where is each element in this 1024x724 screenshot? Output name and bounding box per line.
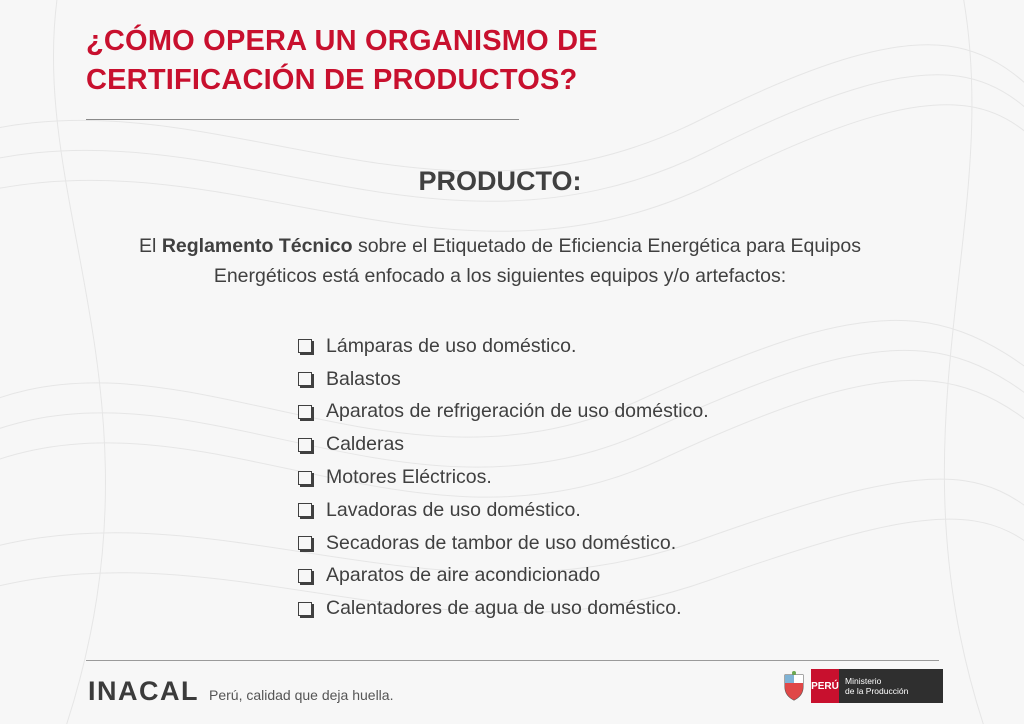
list-item — [298, 527, 709, 560]
ministry-label — [839, 669, 943, 703]
list-item-label: Secadoras de tambor de uso doméstico. — [326, 531, 677, 554]
checkbox-icon — [298, 536, 312, 550]
checkbox-icon — [298, 372, 312, 386]
ministry-logo — [781, 669, 943, 703]
inacal-logo — [88, 676, 393, 707]
section-subtitle — [0, 166, 1000, 197]
checkbox-icon — [298, 405, 312, 419]
intro-bold-term: Reglamento Técnico — [161, 235, 353, 257]
section-subtitle-text: PRODUCTO: — [418, 166, 582, 196]
list-item — [298, 428, 709, 461]
list-item-label: Lámparas de uso doméstico. — [326, 334, 577, 357]
checkbox-icon — [298, 569, 312, 583]
list-item — [298, 560, 709, 593]
brand-tagline: Perú, calidad que deja huella. — [209, 687, 394, 703]
list-item — [298, 494, 709, 527]
checkbox-icon — [298, 339, 312, 353]
title-divider — [86, 119, 519, 120]
list-item-label: Calentadores de agua de uso doméstico. — [326, 597, 682, 620]
list-item-label: Aparatos de refrigeración de uso doméstico. — [326, 400, 709, 423]
list-item — [298, 592, 709, 625]
peru-label: PERÚ — [811, 669, 839, 703]
ministry-line-1: Ministerio — [845, 676, 882, 686]
footer-divider — [86, 660, 939, 661]
equipment-list — [298, 330, 709, 625]
list-item-label: Calderas — [326, 433, 405, 456]
brand-name: INACAL — [88, 676, 199, 706]
list-item-label: Aparatos de aire acondicionado — [326, 564, 601, 587]
ministry-line-2: de la Producción — [845, 686, 909, 696]
list-item — [298, 330, 709, 363]
list-item-label: Lavadoras de uso doméstico. — [326, 498, 581, 521]
list-item — [298, 363, 709, 396]
intro-prefix: El — [139, 235, 162, 257]
list-item-label: Balastos — [326, 367, 401, 390]
list-item — [298, 461, 709, 494]
intro-paragraph — [100, 231, 900, 291]
checkbox-icon — [298, 438, 312, 452]
checkbox-icon — [298, 503, 312, 517]
slide-title: ¿CÓMO OPERA UN ORGANISMO DE CERTIFICACIÓN DE PRODUCTOS? — [86, 25, 598, 96]
intro-suffix: sobre el Etiquetado de Eficiencia Energética para Equipos Energéticos está enfocado a los siguientes equipos y/o artefactos: — [213, 235, 861, 287]
checkbox-icon — [298, 471, 312, 485]
checkbox-icon — [298, 602, 312, 616]
list-item — [298, 396, 709, 429]
list-item-label: Motores Eléctricos. — [326, 466, 492, 489]
coat-of-arms-icon — [781, 671, 807, 701]
